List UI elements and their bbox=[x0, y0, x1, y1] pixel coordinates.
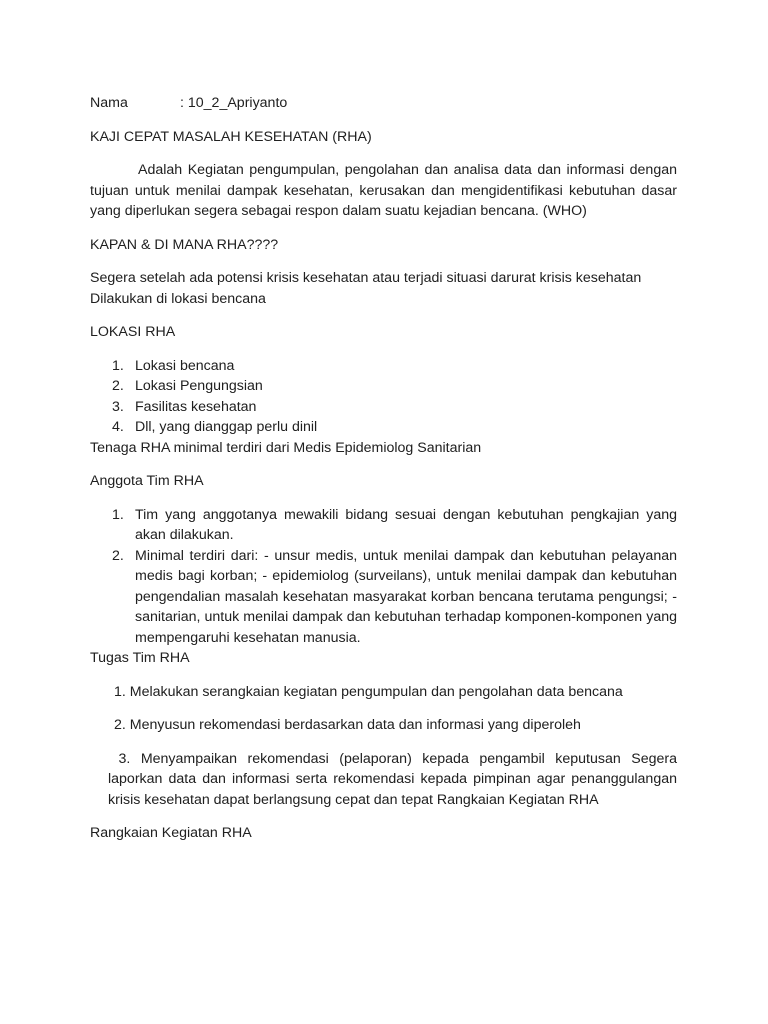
document-page bbox=[90, 93, 681, 844]
list-item bbox=[90, 505, 677, 546]
name-label: Nama bbox=[90, 95, 128, 111]
definition-paragraph: Adalah Kegiatan pengumpulan, pengolahan dan analisa data dan informasi dengan tujuan untuk menilai dampak kesehatan, kerusakan dan mengidentifikasi kebutuhan dasar yang diperlukan segera sebagai respon dalam suatu kejadian bencana. (WHO) bbox=[90, 162, 677, 219]
lokasi-list bbox=[90, 356, 677, 438]
list-item bbox=[90, 397, 677, 418]
list-text: Minimal terdiri dari: - unsur medis, untuk menilai dampak dan kebutuhan pelayanan medis bagi korban; - epidemiolog (surveilans), untuk menilai dampak dan kebutuhan pengendalian masalah kesehatan masyarakat korban bencana terutama pengungsi; - sanitarian, untuk menilai dampak dan kebutuhan terhadap komponen-komponen yang mempengaruhi kesehatan manusia. bbox=[135, 547, 677, 646]
list-number: 4. bbox=[112, 419, 124, 435]
list-text: Lokasi Pengungsian bbox=[135, 378, 263, 394]
list-number: 1. bbox=[112, 506, 124, 523]
list-number: 3. bbox=[112, 398, 124, 415]
tugas-item: 1. Melakukan serangkaian kegiatan pengumpulan dan pengolahan data bencana bbox=[114, 683, 623, 700]
tenaga-paragraph: Tenaga RHA minimal terdiri dari Medis Epidemiolog Sanitarian bbox=[90, 439, 482, 456]
list-text: Fasilitas kesehatan bbox=[135, 398, 257, 415]
name-row bbox=[90, 93, 677, 114]
tugas-item: 2. Menyusun rekomendasi berdasarkan data dan informasi yang diperoleh bbox=[114, 717, 581, 733]
tugas-item: 3. Menyampaikan rekomendasi (pelaporan) kepada pengambil keputusan Segera laporkan data dan informasi serta rekomendasi kepada pimpinan agar penanggulangan krisis kesehatan dapat berlangsung cepat dan tepat Rangkaian Kegiatan RHA bbox=[108, 750, 681, 808]
tugas-list bbox=[90, 682, 681, 811]
document-title: KAJI CEPAT MASALAH KESEHATAN (RHA) bbox=[90, 128, 372, 145]
list-number: 1. bbox=[112, 357, 124, 374]
list-text: Tim yang anggotanya mewakili bidang sesuai dengan kebutuhan pengkajian yang akan dilakukan. bbox=[135, 506, 677, 543]
rangkaian-heading: Rangkaian Kegiatan RHA bbox=[90, 825, 252, 841]
tugas-heading: Tugas Tim RHA bbox=[90, 650, 190, 666]
list-item bbox=[90, 376, 677, 397]
list-item bbox=[90, 356, 677, 377]
name-value: : 10_2_Apriyanto bbox=[180, 95, 288, 111]
list-number: 2. bbox=[112, 378, 124, 394]
list-item bbox=[90, 417, 677, 438]
list-text: Lokasi bencana bbox=[135, 357, 235, 374]
list-number: 2. bbox=[112, 547, 124, 564]
anggota-list bbox=[90, 505, 677, 649]
list-text: Dll, yang dianggap perlu dinil bbox=[135, 419, 318, 435]
lokasi-heading: LOKASI RHA bbox=[90, 324, 176, 340]
list-item bbox=[90, 546, 677, 649]
anggota-heading: Anggota Tim RHA bbox=[90, 473, 204, 489]
when-paragraph: Segera setelah ada potensi krisis kesehatan atau terjadi situasi darurat krisis kesehatan Dilakukan di lokasi bencana bbox=[90, 270, 642, 307]
when-heading: KAPAN & DI MANA RHA???? bbox=[90, 236, 279, 253]
